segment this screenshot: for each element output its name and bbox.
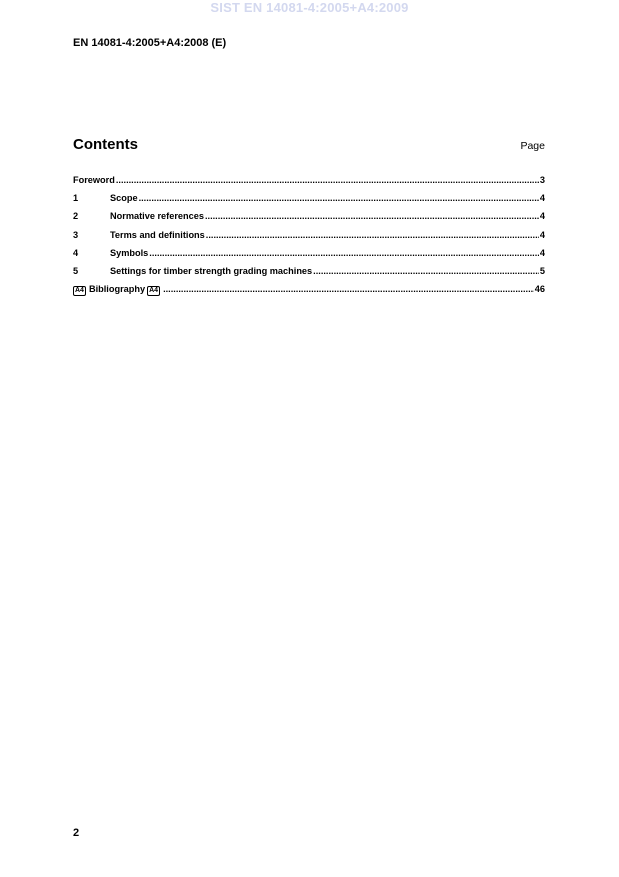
toc-entry-bibliography[interactable]: [73, 284, 545, 302]
toc-entry-number: 4: [73, 247, 79, 258]
document-identifier: EN 14081-4:2005+A4:2008 (E): [73, 37, 227, 49]
amendment-end-marker: A4: [149, 287, 159, 295]
toc-entry-page: 4: [539, 193, 545, 204]
toc-entry-number: 1: [73, 193, 79, 204]
toc-entry-scope[interactable]: [73, 193, 545, 211]
page-number: 2: [73, 827, 80, 839]
toc-entry-number: 3: [73, 229, 79, 240]
toc-entry-title: Scope: [110, 193, 138, 204]
toc-leader-dots: [149, 248, 539, 258]
toc-entry-number: 2: [73, 211, 79, 222]
toc-entry-normative-references[interactable]: [73, 211, 545, 229]
toc-entry-title: Symbols: [110, 247, 149, 258]
toc-leader-dots: [205, 211, 539, 221]
toc-leader-dots: [163, 284, 534, 294]
page-column-label: Page: [520, 140, 545, 152]
toc-entry-number: 5: [73, 265, 79, 276]
table-of-contents: [73, 175, 545, 302]
toc-entry-settings[interactable]: [73, 266, 545, 284]
toc-entry-page: 46: [534, 284, 545, 295]
toc-entry-title: Terms and definitions: [110, 229, 205, 240]
toc-entry-page: 3: [539, 175, 545, 185]
toc-entry-title: Bibliography: [88, 284, 146, 295]
watermark: SIST EN 14081-4:2005+A4:2009: [210, 0, 409, 15]
toc-entry-title: Normative references: [110, 211, 204, 222]
toc-entry-title: Foreword: [73, 175, 115, 185]
toc-entry-page: 5: [539, 265, 545, 276]
toc-entry-symbols[interactable]: [73, 248, 545, 266]
toc-entry-page: 4: [539, 229, 545, 240]
toc-leader-dots: [206, 230, 539, 240]
toc-entry-title: Settings for timber strength grading machines: [110, 265, 313, 276]
toc-leader-dots: [313, 266, 539, 276]
toc-entry-foreword[interactable]: [73, 175, 545, 193]
toc-entry-page: 4: [539, 211, 545, 222]
toc-entry-terms-and-definitions[interactable]: [73, 230, 545, 248]
toc-entry-page: 4: [539, 247, 545, 258]
contents-heading: Contents: [73, 136, 138, 153]
toc-leader-dots: [139, 193, 539, 203]
amendment-start-marker: A4: [75, 287, 84, 295]
toc-leader-dots: [116, 175, 539, 185]
